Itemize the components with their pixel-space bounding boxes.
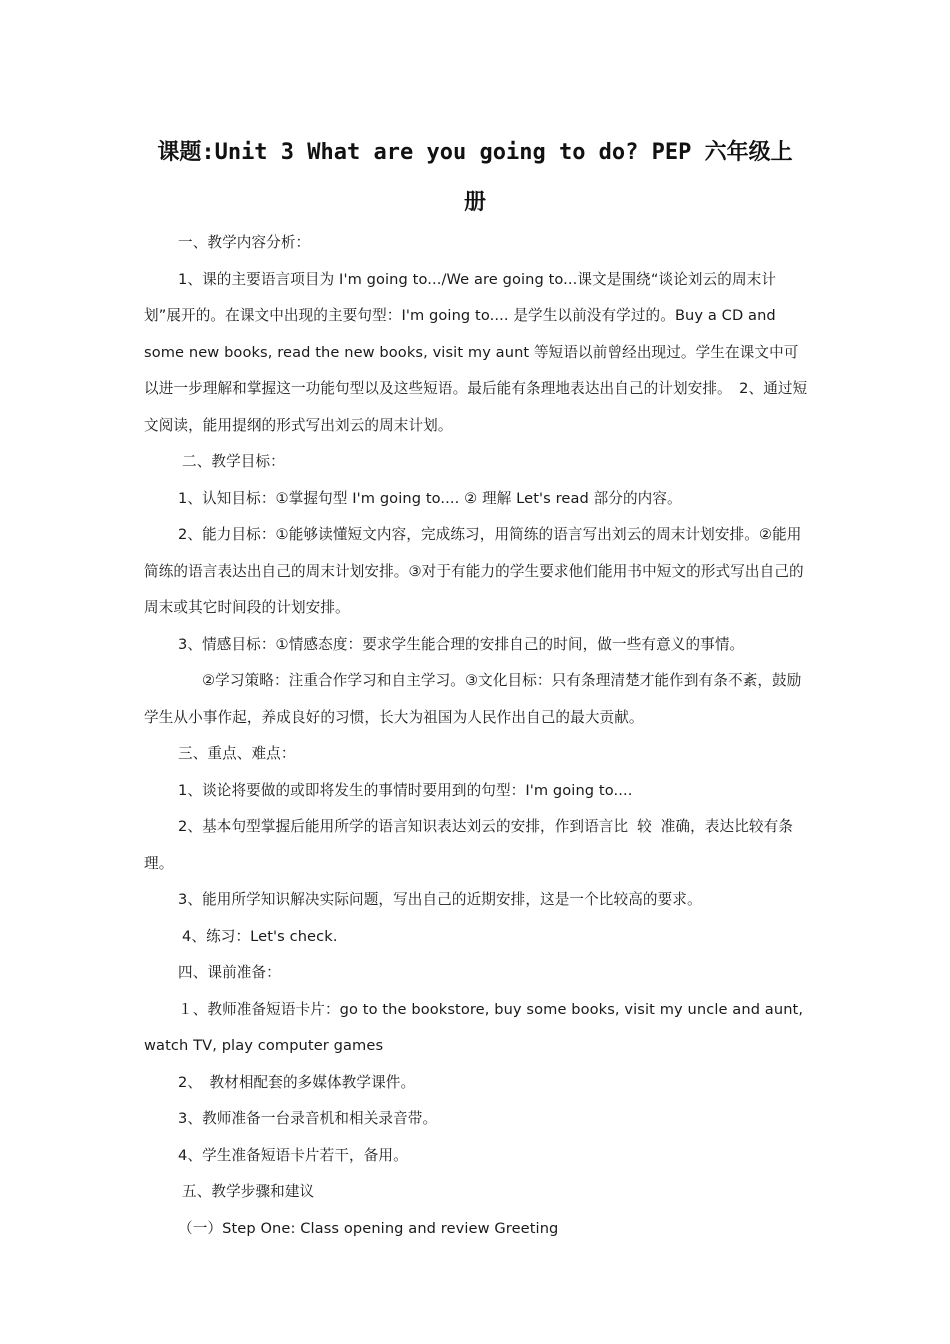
key-point-2-start: 2、基本句型掌握后能用所学的语言知识表达刘云的安排，作到语言 bbox=[178, 818, 614, 835]
preparation-4: 4、学生准备短语卡片若干，备用。 bbox=[178, 1146, 408, 1164]
goal-emotion: 3、情感目标：①情感态度：要求学生能合理的安排自己的时间，做一些有意义的事情。 bbox=[178, 635, 745, 653]
section-heading-steps: 五、教学步骤和建议 bbox=[182, 1183, 315, 1200]
section-heading-preparation: 四、课前准备： bbox=[178, 964, 281, 981]
key-point-2 bbox=[144, 809, 810, 882]
key-point-4: 4、练习：Let's check. bbox=[182, 927, 338, 945]
section-heading-key-points: 三、重点、难点： bbox=[178, 745, 296, 762]
document-body bbox=[144, 225, 810, 1247]
section-heading-analysis: 一、教学内容分析： bbox=[178, 234, 311, 251]
preparation-1: １、教师准备短语卡片：go to the bookstore, buy some books, visit my uncle and aunt, watch TV, play computer games bbox=[144, 1000, 804, 1054]
key-point-1: 1、谈论将要做的或即将发生的事情时要用到的句型：I'm going to.... bbox=[178, 781, 633, 799]
document-title bbox=[140, 128, 810, 228]
key-point-2-end: 准确，表达比较有条理。 bbox=[144, 818, 793, 872]
preparation-3: 3、教师准备一台录音机和相关录音带。 bbox=[178, 1110, 438, 1127]
title-line-1: 课题:Unit 3 What are you going to do? PEP 六年级上 bbox=[157, 140, 793, 165]
step-one: （一）Step One: Class opening and review Greeting bbox=[178, 1219, 559, 1237]
title-line-2: 册 bbox=[463, 190, 486, 215]
analysis-paragraph: 1、课的主要语言项目为 I'm going to.../We are going to...课文是围绕“谈论刘云的周末计划”展开的。在课文中出现的主要句型：I'm going to.... 是学生以前没有学过的。Buy a CD and some new books, read the new books, visit my aunt 等短语以前曾经出现过。学生在课文中可以进一步理解和掌握这一功能句型以及这些短语。最后能有条理地表达出自己的计划安排。 2、通过短文阅读，能用提纲的形式写出刘云的周末计划。 bbox=[144, 270, 808, 434]
section-heading-goals: 二、教学目标： bbox=[182, 453, 285, 470]
goal-strategy: ②学习策略：注重合作学习和自主学习。③文化目标：只有条理清楚才能作到有条不紊，鼓励学生从小事作起，养成良好的习惯，长大为祖国为人民作出自己的最大贡献。 bbox=[144, 672, 802, 726]
preparation-2: 2、 教材相配套的多媒体教学课件。 bbox=[178, 1073, 416, 1091]
goal-ability: 2、能力目标：①能够读懂短文内容，完成练习，用简练的语言写出刘云的周末计划安排。②能用简练的语言表达出自己的周末计划安排。③对于有能力的学生要求他们能用书中短文的形式写出自己的周末或其它时间段的计划安排。 bbox=[144, 526, 804, 616]
key-point-3: 3、能用所学知识解决实际问题，写出自己的近期安排，这是一个比较高的要求。 bbox=[178, 891, 702, 908]
key-point-2-spaced: 比较 bbox=[613, 818, 661, 835]
goal-cognitive: 1、认知目标：①掌握句型 I'm going to.... ② 理解 Let's read 部分的内容。 bbox=[178, 489, 682, 507]
